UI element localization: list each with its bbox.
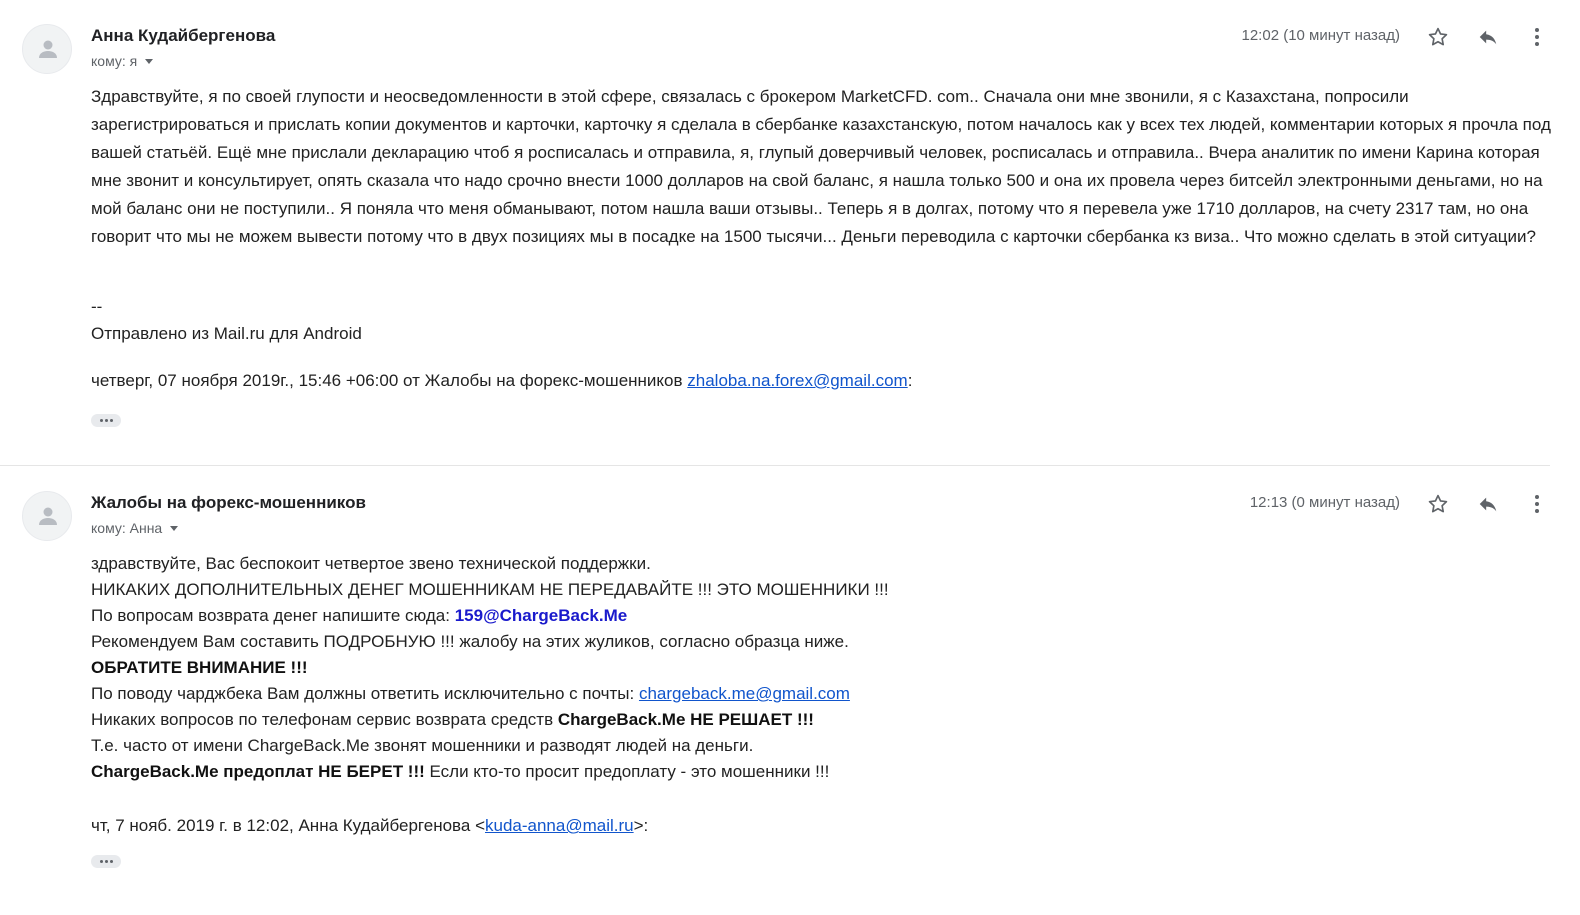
sender-name: Жалобы на форекс-мошенников <box>91 493 366 512</box>
message-body <box>91 83 1553 251</box>
ellipsis-icon <box>110 860 113 863</box>
star-button[interactable] <box>1423 22 1453 52</box>
person-icon <box>36 504 60 528</box>
recipient-dropdown[interactable] <box>91 520 178 536</box>
chevron-down-icon <box>145 59 153 64</box>
sender-avatar[interactable] <box>22 24 72 74</box>
reply-button[interactable] <box>1473 22 1503 52</box>
signature-separator: -- <box>91 297 103 316</box>
reply-icon <box>1477 493 1499 515</box>
message-line: Рекомендуем Вам составить ПОДРОБНУЮ !!! жалобу на этих жуликов, согласно образца ниже. <box>91 632 849 651</box>
quote-header-suffix: : <box>907 371 913 390</box>
quote-header <box>91 371 912 391</box>
chevron-down-icon <box>170 526 178 531</box>
message-time: 12:02 (10 минут назад) <box>1241 27 1400 44</box>
more-options-button[interactable] <box>1522 22 1552 52</box>
quote-header-text: четверг, 07 ноября 2019г., 15:46 +06:00 от Жалобы на форекс-мошенников <box>91 371 688 390</box>
star-button[interactable] <box>1423 489 1453 519</box>
quote-header <box>91 816 648 836</box>
show-trimmed-content-button[interactable] <box>91 855 121 868</box>
signature-text: Отправлено из Mail.ru для Android <box>91 324 362 343</box>
recipient-label: кому: Анна <box>91 520 163 536</box>
sender-name: Анна Кудайбергенова <box>91 26 276 45</box>
more-vert-icon <box>1534 27 1540 47</box>
message-line: здравствуйте, Вас беспокоит четвертое звено технической поддержки. <box>91 554 651 573</box>
person-icon <box>36 37 60 61</box>
message-body <box>91 551 889 785</box>
email-link[interactable]: zhaloba.na.forex@gmail.com <box>687 371 908 390</box>
ellipsis-icon <box>105 419 108 422</box>
message-line-text: Если кто-то просит предоплату - это мошенники !!! <box>424 762 830 781</box>
message-line <box>91 707 889 733</box>
message-time: 12:13 (0 минут назад) <box>1249 494 1400 511</box>
quote-header-suffix: >: <box>633 816 649 835</box>
reply-icon <box>1477 26 1499 48</box>
ellipsis-icon <box>110 419 113 422</box>
message-line-text: По поводу чарджбека Вам должны ответить исключительно с почты: <box>91 684 639 703</box>
email-link[interactable]: kuda-anna@mail.ru <box>485 816 634 835</box>
ellipsis-icon <box>105 860 108 863</box>
email-link[interactable]: chargeback.me@gmail.com <box>638 684 850 703</box>
message-line-text: Никаких вопросов по телефонам сервис возврата средств <box>91 710 558 729</box>
reply-button[interactable] <box>1473 489 1503 519</box>
recipient-dropdown[interactable] <box>91 53 153 69</box>
show-trimmed-content-button[interactable] <box>91 414 121 427</box>
message-line-text: По вопросам возврата денег напишите сюда: <box>91 606 455 625</box>
message-paragraph: Здравствуйте, я по своей глупости и неосведомленности в этой сфере, связалась с брокером MarketCFD. com.. Сначала они мне звонили, я с Казахстана, попросили зарегистрироваться и прислать копии документов и карточки, карточку я сделала в сбербанке казахстанскую, потом началось как у всех тех людей, комментарии которых я прочла под вашей статьёй. Ещё мне прислали декларацию чтоб я росписалась и отправила, я, глупый доверчивый человек, росписалась и отправила.. Вчера аналитик по имени Карина которая мне звонит и консультирует, опять сказала что надо срочно внести 1000 долларов на свой баланс, я нашла только 500 и она их провела через битсейл электронными деньгами, но на мой баланс они не поступили.. Я поняла что меня обманывают, потом нашла ваши отзывы.. Теперь я в долгах, потому что я перевела уже 1710 долларов, на счету 2317 там, но она говорит что мы не можем вывести потому что в двух позициях мы в посадке на 1500 тысячи... Деньги переводила с карточки сбербанка кз виза.. Что можно сделать в этой ситуации? <box>91 87 1551 246</box>
quote-header-text: чт, 7 нояб. 2019 г. в 12:02, Анна Кудайбергенова < <box>91 816 485 835</box>
chargeback-email-link[interactable]: 159@ChargeBack.Me <box>454 606 628 625</box>
recipient-label: кому: я <box>91 53 138 69</box>
more-options-button[interactable] <box>1522 489 1552 519</box>
message-line: Т.е. часто от имени ChargeBack.Me звонят мошенники и разводят людей на деньги. <box>91 736 754 755</box>
message-line <box>91 603 889 629</box>
ellipsis-icon <box>100 419 103 422</box>
sender-avatar[interactable] <box>22 491 72 541</box>
bold-text: ChargeBack.Me НЕ РЕШАЕТ !!! <box>557 710 814 729</box>
email-message <box>0 466 1580 915</box>
bold-warning: ОБРАТИТЕ ВНИМАНИЕ !!! <box>91 658 308 677</box>
more-vert-icon <box>1534 494 1540 514</box>
bold-text: ChargeBack.Me предоплат НЕ БЕРЕТ !!! <box>91 762 425 781</box>
ellipsis-icon <box>100 860 103 863</box>
star-icon <box>1427 493 1449 515</box>
message-line <box>91 681 889 707</box>
message-line: НИКАКИХ ДОПОЛНИТЕЛЬНЫХ ДЕНЕГ МОШЕННИКАМ НЕ ПЕРЕДАВАЙТЕ !!! ЭТО МОШЕННИКИ !!! <box>91 580 889 599</box>
message-line <box>91 759 889 785</box>
star-icon <box>1427 26 1449 48</box>
message-line <box>91 655 889 681</box>
